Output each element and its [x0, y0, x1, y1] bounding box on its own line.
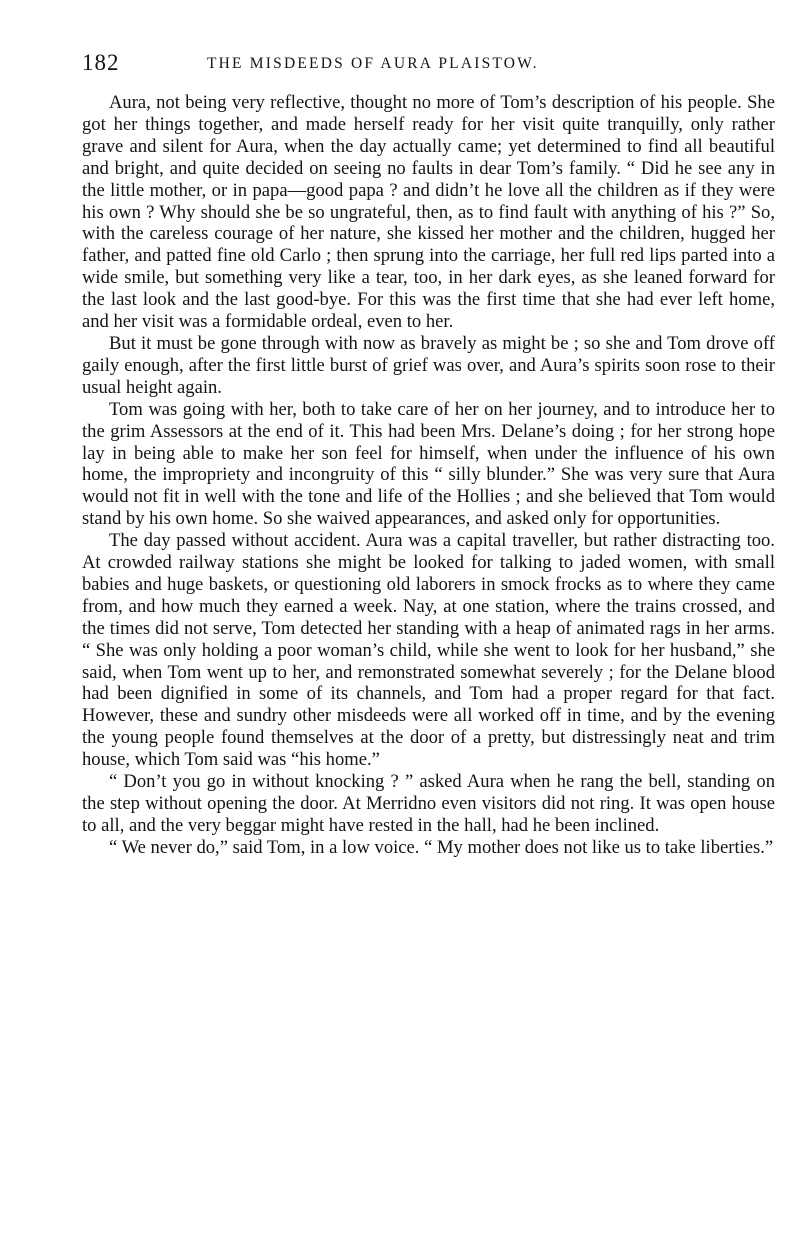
- page-header: [82, 50, 775, 80]
- paragraph: “ We never do,” said Tom, in a low voice. “ My mother does not like us to take liberties.”: [109, 836, 774, 858]
- paragraph: “ Don’t you go in without knocking ? ” asked Aura when he rang the bell, standing on the step without opening the door. At Merridno even visitors did not ring. It was open house to all, and the very beggar might have rested in the hall, had he been inclined.: [82, 771, 775, 836]
- body-text: [82, 92, 775, 859]
- book-page: [82, 50, 775, 859]
- paragraph: Aura, not being very reflective, thought no more of Tom’s description of his people. She got her things together, and made herself ready for her visit quite tranquilly, only rather grave and silent for Aura, when the day actually came; yet determined to find all beautiful and bright, and quite decided on seeing no faults in dear Tom’s family. “ Did he see any in the little mother, or in papa—good papa ? and didn’t he love all the children as if they were his own ? Why should she be so ungrateful, then, as to find fault with anything of his ?” So, with the careless courage of her nature, she kissed her mother and the children, hugged her father, and patted fine old Carlo ; then sprung into the carriage, her full red lips parted into a wide smile, but something very like a tear, too, in her dark eyes, as she leaned forward for the last look and the last good-bye. For this was the first time that she had ever left home, and her visit was a formidable ordeal, even to her.: [82, 92, 775, 333]
- paragraph: Tom was going with her, both to take care of her on her journey, and to introduce her to the grim Assessors at the end of it. This had been Mrs. Delane’s doing ; for her strong hope lay in being able to make her son feel for himself, when under the influence of his own home, the impropriety and incongruity of this “ silly blunder.” She was very sure that Aura would not fit in well with the tone and life of the Hollies ; and she believed that Tom would stand by his own home. So she waived appearances, and asked only for opportunities.: [82, 398, 775, 530]
- page-number: 182: [82, 50, 120, 75]
- paragraph: But it must be gone through with now as bravely as might be ; so she and Tom drove off gaily enough, after the first little burst of grief was over, and Aura’s spirits soon rose to their usual height again.: [82, 332, 775, 398]
- running-title: THE MISDEEDS OF AURA PLAISTOW.: [207, 55, 539, 72]
- paragraph: The day passed without accident. Aura was a capital traveller, but rather distracting too. At crowded railway stations she might be looked for talking to jaded women, with small babies and huge baskets, or questioning old laborers in smock frocks as to where they came from, and how much they earned a week. Nay, at one station, where the trains crossed, and the times did not serve, Tom detected her standing with a heap of animated rags in her arms. “ She was only holding a poor woman’s child, while she went to look for her husband,” she said, when Tom went up to her, and remonstrated somewhat severely ; for the Delane blood had been dignified in some of its channels, and Tom had a proper regard for that fact. However, these and sundry other misdeeds were all worked off in time, and by the evening the young people found themselves at the door of a pretty, but distressingly neat and trim house, which Tom said was “his home.”: [82, 530, 775, 771]
